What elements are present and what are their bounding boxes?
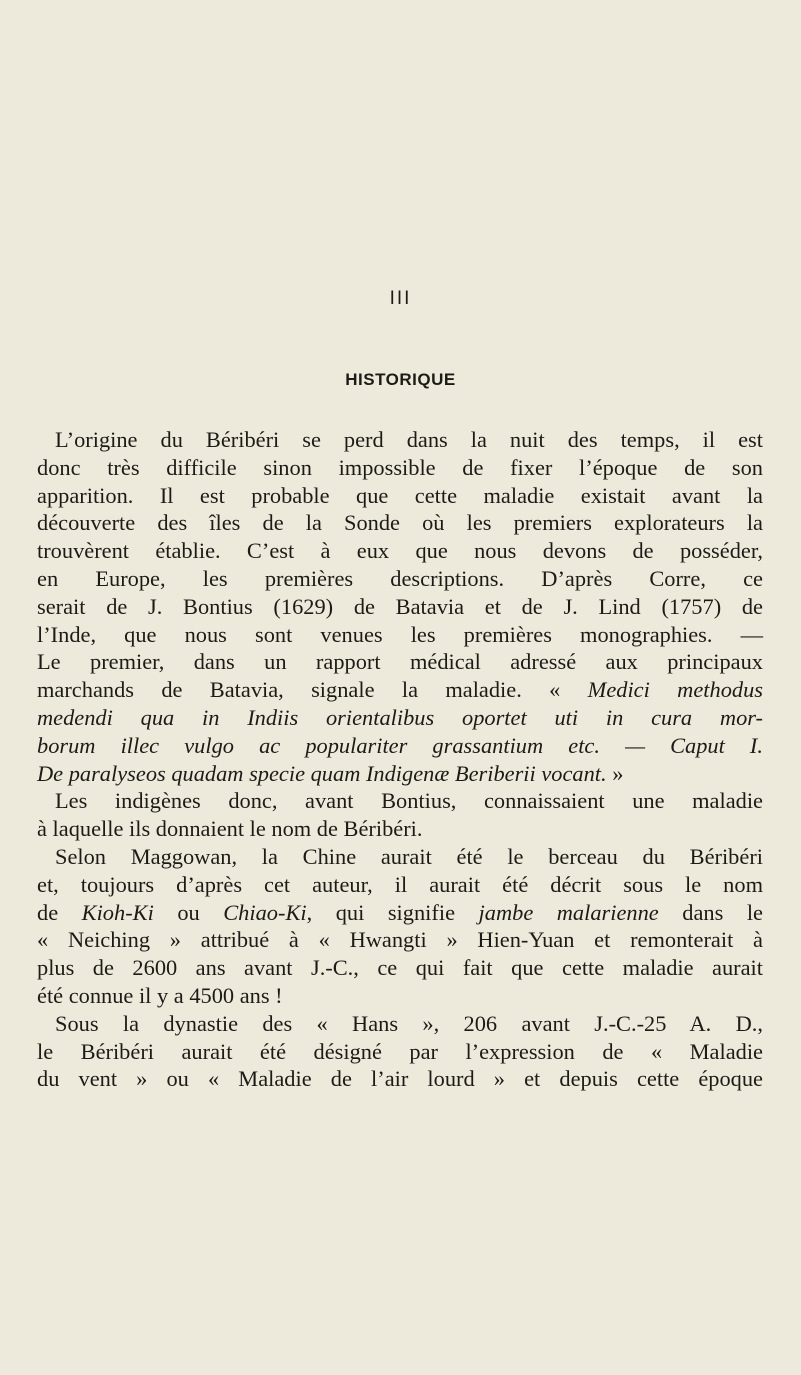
text-line (37, 926, 763, 954)
text: , qui signifie (306, 899, 479, 925)
text: été connue il y a 4500 ans ! (37, 982, 283, 1008)
text: découverte des îles de la Sonde où les premiers explorateurs la (37, 510, 763, 536)
text-line (37, 482, 763, 510)
body-text (37, 426, 763, 1093)
text: Les indigènes donc, avant Bontius, connaissaient une maladie (55, 788, 763, 814)
text: à laquelle ils donnaient le nom de Béribéri. (37, 816, 423, 842)
text: en Europe, les premières descriptions. D’après Corre, ce (37, 565, 763, 591)
text: donc très difficile sinon impossible de fixer l’époque de son (37, 454, 763, 480)
text: et, toujours d’après cet auteur, il aurait été décrit sous le nom (37, 871, 763, 897)
chapter-title: HISTORIQUE (345, 370, 456, 389)
text: apparition. Il est probable que cette maladie existait avant la (37, 482, 763, 508)
text: marchands de Batavia, signale la maladie. « (37, 677, 588, 703)
text-line (37, 843, 763, 871)
text-line (37, 565, 763, 593)
text: plus de 2600 ans avant J.-C., ce qui fait que cette maladie aurait (37, 955, 763, 981)
text: l’Inde, que nous sont venues les premières monographies. — (37, 621, 763, 647)
text-line (37, 593, 763, 621)
text: Le premier, dans un rapport médical adressé aux principaux (37, 649, 763, 675)
text-line (37, 1010, 763, 1038)
text: serait de J. Bontius (1629) de Batavia et de J. Lind (1757) de (37, 593, 763, 619)
text-line (37, 537, 763, 565)
text-line (37, 899, 763, 927)
text-line (37, 982, 763, 1010)
text-line (37, 676, 763, 704)
text: de (37, 899, 82, 925)
italic-text: medendi qua in Indiis orientalibus oportet uti in cura mor- (37, 704, 763, 730)
text-line (37, 732, 763, 760)
text-line (37, 815, 763, 843)
text-line (37, 648, 763, 676)
text: « Neiching » attribué à « Hwangti » Hien-Yuan et remonterait à (37, 927, 763, 953)
text-line (37, 760, 763, 788)
paragraph (37, 843, 763, 1010)
text: trouvèrent établie. C’est à eux que nous devons de posséder, (37, 538, 763, 564)
text: du vent » ou « Maladie de l’air lourd » et depuis cette époque (37, 1066, 763, 1092)
text: Sous la dynastie des « Hans », 206 avant J.-C.-25 A. D., (55, 1010, 763, 1036)
italic-text: Chiao-Ki (223, 899, 307, 925)
text-line (37, 509, 763, 537)
text-line (37, 787, 763, 815)
text: » (606, 760, 624, 786)
italic-text: Medici methodus (587, 677, 763, 703)
text-line (37, 621, 763, 649)
text-line (37, 954, 763, 982)
text: dans le (658, 899, 763, 925)
chapter-number: III (389, 288, 412, 309)
text-line (37, 871, 763, 899)
text-line (37, 454, 763, 482)
text-line (37, 1038, 763, 1066)
text: le Béribéri aurait été désigné par l’expression de « Maladie (37, 1038, 763, 1064)
paragraph (37, 1010, 763, 1093)
text-line (37, 704, 763, 732)
italic-text: borum illec vulgo ac populariter grassantium etc. — Caput I. (37, 732, 763, 758)
paragraph (37, 426, 763, 787)
italic-text: De paralyseos quadam specie quam Indigenæ Beriberii vocant. (37, 760, 607, 786)
text: L’origine du Béribéri se perd dans la nuit des temps, il est (55, 427, 763, 452)
italic-text: Kioh-Ki (81, 899, 154, 925)
text: ou (153, 899, 224, 925)
paragraph (37, 787, 763, 843)
italic-text: jambe malarienne (478, 899, 659, 925)
text-line (37, 426, 763, 454)
text: Selon Maggowan, la Chine aurait été le berceau du Béribéri (55, 843, 763, 869)
text-line (37, 1065, 763, 1093)
